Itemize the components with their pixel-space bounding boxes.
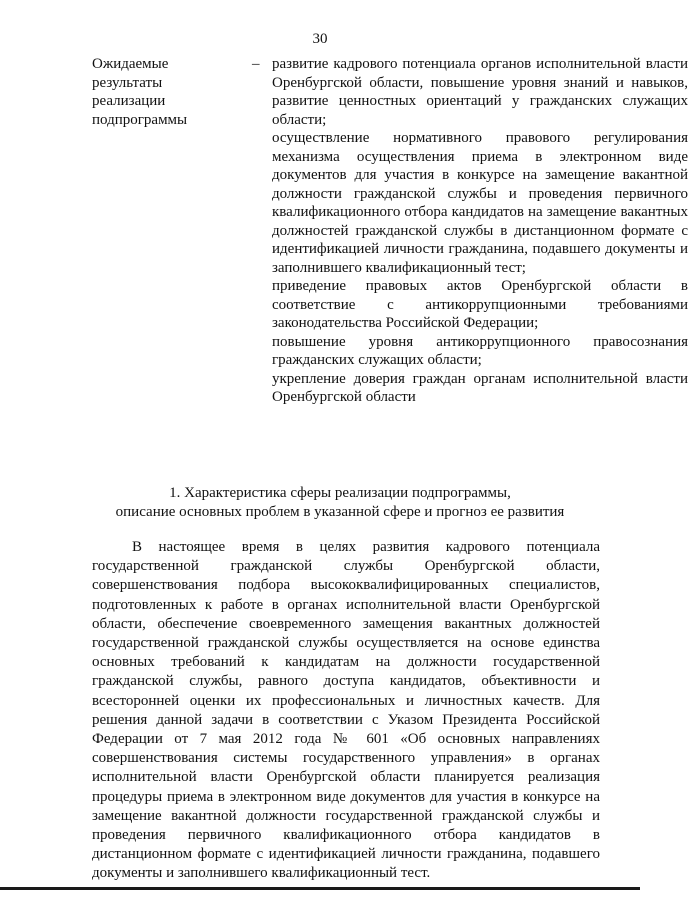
section-body-paragraph: В настоящее время в целях развития кадрового потенциала государственной гражданской службы Оренбургской области, совершенствования подбора высококвалифицированных специалистов, подготовленных к работе в органах исполнительной власти Оренбургской области, обеспечение своевременного замещения вакантных должностей государственной гражданской службы осуществляется на основе единства основных требований к кандидатам на должности государственной гражданской службы, равного доступа кандидатов, объективности и всесторонней оценки их профессиональных и личностных качеств. Для решения данной задачи в соответствии с Указом Президента Российской Федерации от 7 мая 2012 года № 601 «Об основных направлениях совершенствования системы государственного управления» в органах исполнительной власти Оренбургской области планируется реализация процедуры приема в электронном виде документов для участия в конкурсе на замещение вакантной должности государственной гражданской службы и проведения первичного квалификационного отбора кандидатов в дистанционном формате с идентификацией личности гражданина, подавшего документы и заполнившего квалификационный тест. <box>92 539 600 882</box>
result-item: приведение правовых актов Оренбургской области в соответствие с антикоррупционными требованиями законодательства Российской Федерации; <box>272 278 688 331</box>
label-line: результаты <box>92 74 163 91</box>
label-line: Ожидаемые <box>92 56 169 72</box>
label-line: реализации <box>92 93 166 109</box>
section-heading <box>80 484 600 522</box>
result-item: развитие кадрового потенциала органов исполнительной власти Оренбургской области, повышение уровня знаний и навыков, развитие ценностных ориентаций у гражданских служащих области; <box>272 56 688 128</box>
expected-results-list <box>272 55 688 407</box>
result-item: укрепление доверия граждан органам исполнительной власти Оренбургской области <box>272 370 688 405</box>
label-line: подпрограммы <box>92 111 188 128</box>
page-number: 30 <box>312 31 328 47</box>
result-item: повышение уровня антикоррупционного правосознания гражданских служащих области; <box>272 333 688 368</box>
result-item: осуществление нормативного правового регулирования механизма осуществления приема в электронном виде документов для участия в конкурсе на замещение вакантной должности гражданской службы и проведения первичного квалификационного отбора кандидатов на замещение вакантных должностей гражданской службы в дистанционном формате с идентификацией личности гражданина, подавшего документы и заполнившего квалификационный тест; <box>272 130 688 276</box>
dash-separator: – <box>252 56 260 72</box>
footer-rule <box>0 887 640 890</box>
expected-results-label <box>92 55 242 129</box>
section-heading-line: описание основных проблем в указанной сфере и прогноз ее развития <box>115 504 565 520</box>
section-heading-line: 1. Характеристика сферы реализации подпрограммы, <box>169 485 511 501</box>
